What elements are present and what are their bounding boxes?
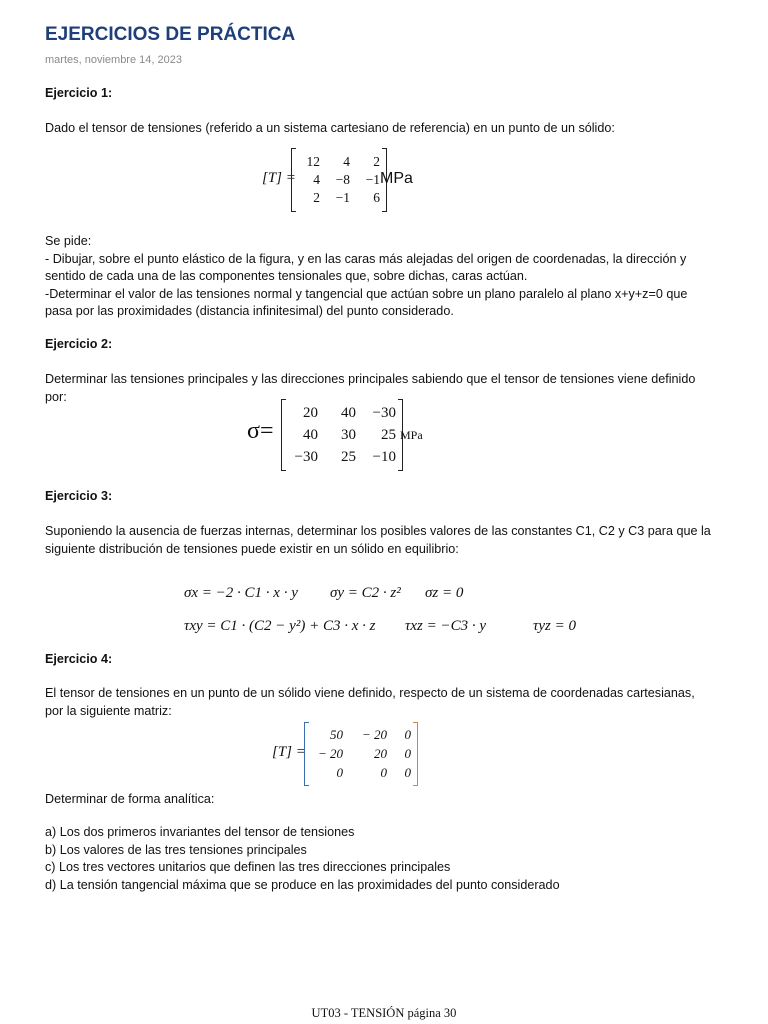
matrix-cell: 40 — [303, 426, 318, 443]
exercise-1-heading: Ejercicio 1: — [45, 86, 113, 100]
matrix-cell: 30 — [341, 426, 356, 443]
matrix-cell: −30 — [294, 448, 318, 465]
list-item: b) Los valores de las tres tensiones principales — [45, 842, 307, 857]
matrix-cell: 4 — [343, 154, 350, 169]
exercise-4-text: El tensor de tensiones en un punto de un sólido viene definido, respecto de un sistema de coordenadas cartesianas, por la siguiente matriz: — [45, 686, 695, 718]
matrix-cell: 25 — [341, 448, 356, 465]
exercise-4-heading: Ejercicio 4: — [45, 652, 113, 666]
exercise-2-heading: Ejercicio 2: — [45, 337, 113, 351]
exercise-4-items — [45, 824, 735, 894]
page-title: EJERCICIOS DE PRÁCTICA — [45, 24, 296, 45]
matrix-cell: 0 — [404, 765, 411, 780]
matrix-cell: 20 — [374, 746, 387, 761]
matrix-cell: 4 — [313, 172, 320, 187]
matrix-cell: 12 — [306, 154, 320, 169]
equation-sigma-y: σy = C2 · z² — [330, 585, 401, 601]
matrix-cell: 50 — [330, 727, 343, 742]
matrix-cell: 0 — [380, 765, 387, 780]
equation-tau-yz: τyz = 0 — [533, 618, 576, 634]
matrix-cell: − 20 — [317, 746, 343, 761]
exercise-2-unit: MPa — [400, 428, 423, 442]
matrix-cell: −1 — [365, 172, 380, 187]
list-item: c) Los tres vectores unitarios que definen las tres direcciones principales — [45, 860, 451, 874]
equation-tau-xz: τxz = −C3 · y — [405, 618, 487, 634]
exercise-2-text: Determinar las tensiones principales y las direcciones principales sabiendo que el tensor de tensiones viene definido por: — [45, 372, 696, 404]
list-item: a) Los dos primeros invariantes del tensor de tensiones — [45, 825, 355, 839]
matrix-cell: 0 — [336, 765, 343, 780]
exercise-1-matrix-label: [T] = — [262, 170, 296, 186]
matrix-cell: −30 — [372, 404, 396, 421]
equation-sigma-z: σz = 0 — [425, 585, 464, 601]
matrix-cell: −1 — [335, 190, 350, 205]
list-item: d) La tensión tangencial máxima que se produce en las proximidades del punto considerado — [45, 877, 560, 892]
matrix-cell: 2 — [373, 154, 380, 169]
exercise-3-heading: Ejercicio 3: — [45, 489, 113, 503]
exercise-2-matrix — [281, 399, 403, 471]
exercise-1-matrix — [291, 148, 387, 212]
exercise-4-matrix — [304, 722, 418, 786]
page-footer: UT03 - TENSIÓN página 30 — [311, 1006, 457, 1020]
exercise-1-unit: MPa — [380, 170, 413, 187]
matrix-cell: 20 — [303, 404, 318, 421]
matrix-cell: −10 — [372, 448, 396, 465]
matrix-cell: − 20 — [361, 727, 387, 742]
matrix-cell: 0 — [404, 727, 411, 742]
exercise-4-prompt: Determinar de forma analítica: — [45, 792, 215, 806]
matrix-cell: 6 — [373, 190, 380, 205]
matrix-cell: 25 — [381, 426, 396, 443]
matrix-cell: 40 — [341, 404, 356, 421]
exercise-1-tasks: Se pide: - Dibujar, sobre el punto elástico de la figura, y en las caras más alejadas del origen de coordenadas, la dirección y sentido de cada una de las componentes tensionales que, sobre dichas, caras actúan. -Determinar el valor de las tensiones normal y tangencial que actúan sobre un plano paralelo al plano x+y+z=0 que pasa por las proximidades (distancia infinitesimal) del punto considerado. — [45, 234, 688, 318]
exercise-1-intro: Dado el tensor de tensiones (referido a un sistema cartesiano de referencia) en un punto de un sólido: — [45, 121, 615, 135]
matrix-cell: 0 — [404, 746, 411, 761]
matrix-cell: −8 — [335, 172, 350, 187]
equation-sigma-x: σx = −2 · C1 · x · y — [184, 585, 298, 601]
equation-tau-xy: τxy = C1 · (C2 − y²) + C3 · x · z — [184, 618, 376, 634]
matrix-cell: 2 — [313, 190, 320, 205]
page-date: martes, noviembre 14, 2023 — [45, 54, 182, 66]
exercise-3-text: Suponiendo la ausencia de fuerzas internas, determinar los posibles valores de las constantes C1, C2 y C3 para que la siguiente distribución de tensiones puede existir en un sólido en equilibrio: — [45, 524, 711, 556]
exercise-2-matrix-label: σ= — [247, 418, 274, 444]
exercise-4-matrix-label: [T] = — [272, 744, 306, 760]
